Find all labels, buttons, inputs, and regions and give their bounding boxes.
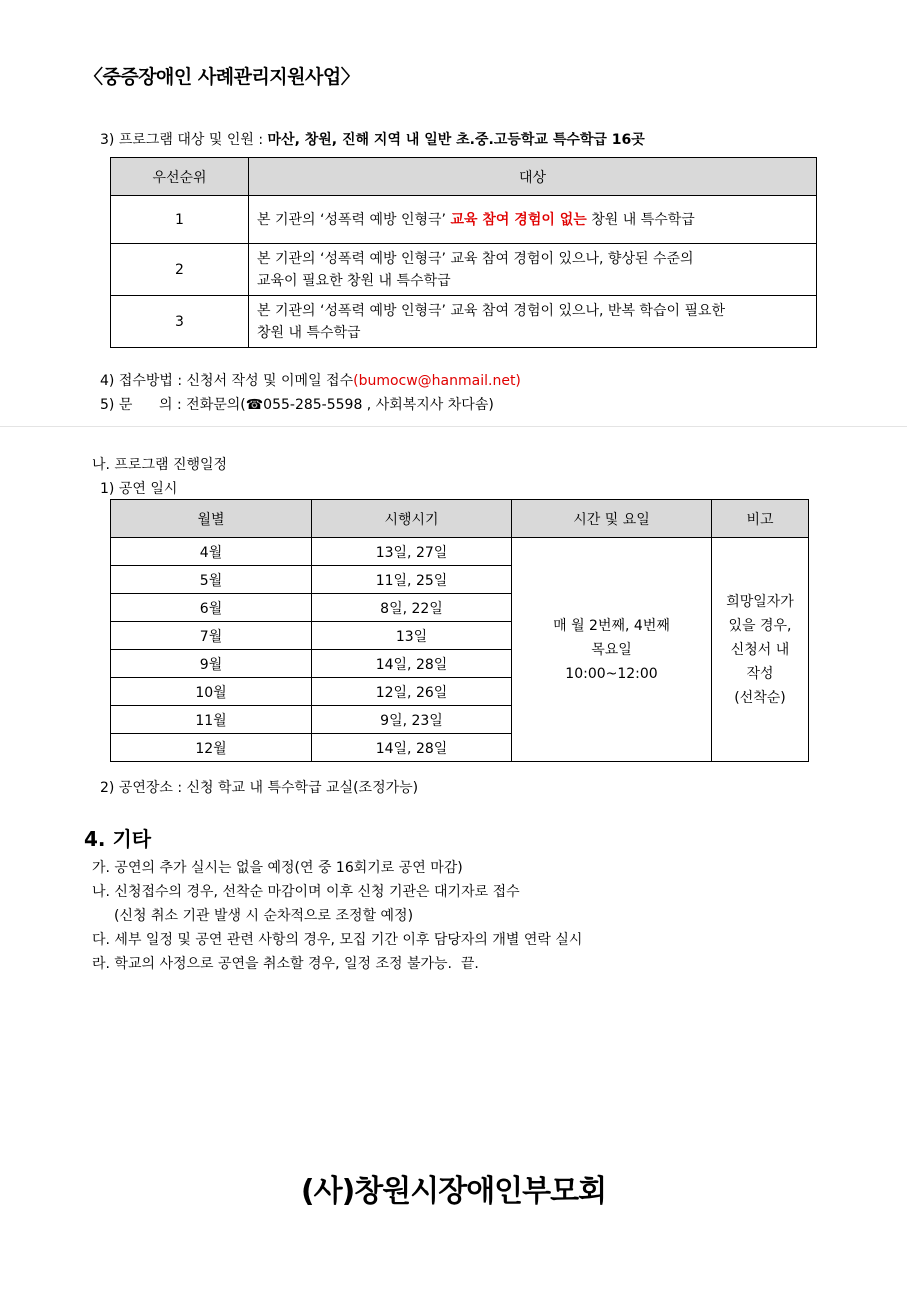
etc-item: 나. 신청접수의 경우, 선착순 마감이며 이후 신청 기관은 대기자로 접수 [92,884,520,900]
priority-rank: 2 [111,244,249,296]
table-header-cell: 시행시기 [312,500,512,538]
dates-cell: 13일 [312,622,512,650]
program-target-line [100,129,645,149]
priority-target [249,196,817,244]
dates-cell: 9일, 23일 [312,706,512,734]
priority-target [249,296,817,348]
month-cell: 9월 [111,650,312,678]
month-cell: 12월 [111,734,312,762]
header-title: 〈중증장애인 사례관리지원사업〉 [84,66,360,88]
table-header-cell: 월별 [111,500,312,538]
dates-cell: 12일, 26일 [312,678,512,706]
table-row [111,244,817,296]
section-title: 4. 기타 [84,827,152,851]
reception-text: 4) 접수방법 : 신청서 작성 및 이메일 접수 [100,373,354,389]
time-line: 매 월 2번째, 4번째 [553,617,670,634]
footer-organization: (사)창원시장애인부모회 [300,1174,607,1209]
table-header-cell: 대상 [249,158,817,196]
page-divider [0,426,907,427]
month-cell: 5월 [111,566,312,594]
table-header-cell: 비고 [712,500,809,538]
month-cell: 7월 [111,622,312,650]
reception-line [100,370,521,390]
priority-target [249,244,817,296]
target-text: 창원 내 특수학급 [586,211,695,228]
note-line: 신청서 내 [730,641,790,658]
schedule-table [110,499,809,762]
performance-dates-heading: 1) 공연 일시 [100,481,178,497]
time-cell [512,538,712,762]
schedule-heading: 나. 프로그램 진행일정 [92,457,228,473]
target-line: 본 기관의 ‘성폭력 예방 인형극’ 교육 참여 경험이 있으나, 향상된 수준의 [257,250,694,267]
table-header-row [111,500,809,538]
month-cell: 6월 [111,594,312,622]
note-line: 있을 경우, [728,617,792,634]
dates-cell: 8일, 22일 [312,594,512,622]
target-highlight: 교육 참여 경험이 없는 [450,211,587,228]
priority-rank: 1 [111,196,249,244]
inquiry-line: 5) 문 의 : 전화문의(☎055-285-5598 , 사회복지사 차다솜) [100,397,494,413]
dates-cell: 14일, 28일 [312,734,512,762]
priority-table [110,157,817,348]
target-text: 본 기관의 ‘성폭력 예방 인형극’ [257,211,451,228]
etc-item: 라. 학교의 사정으로 공연을 취소할 경우, 일정 조정 불가능. 끝. [92,956,479,972]
target-line: 창원 내 특수학급 [257,324,361,341]
table-row [111,196,817,244]
time-line: 목요일 [591,641,632,658]
target-line: 교육이 필요한 창원 내 특수학급 [257,272,451,289]
note-line: 희망일자가 [726,593,794,610]
program-target-value: 마산, 창원, 진해 지역 내 일반 초.중.고등학교 특수학급 16곳 [267,132,645,148]
month-cell: 4월 [111,538,312,566]
note-cell [712,538,809,762]
dates-cell: 13일, 27일 [312,538,512,566]
time-line: 10:00~12:00 [565,665,658,682]
etc-item: 가. 공연의 추가 실시는 없을 예정(연 중 16회기로 공연 마감) [92,860,463,876]
program-target-label: 3) 프로그램 대상 및 인원 : [100,132,268,148]
table-header-row [111,158,817,196]
note-line: (선착순) [734,689,786,706]
month-cell: 10월 [111,678,312,706]
table-row [111,538,809,566]
table-header-cell: 우선순위 [111,158,249,196]
dates-cell: 14일, 28일 [312,650,512,678]
target-line: 본 기관의 ‘성폭력 예방 인형극’ 교육 참여 경험이 있으나, 반복 학습이 필요한 [257,302,726,319]
table-header-cell: 시간 및 요일 [512,500,712,538]
table-row [111,296,817,348]
reception-email[interactable]: (bumocw@hanmail.net) [353,373,521,389]
month-cell: 11월 [111,706,312,734]
priority-rank: 3 [111,296,249,348]
note-line: 작성 [746,665,774,682]
venue-line: 2) 공연장소 : 신청 학교 내 특수학급 교실(조정가능) [100,780,419,796]
etc-item: 다. 세부 일정 및 공연 관련 사항의 경우, 모집 기간 이후 담당자의 개별 연락 실시 [92,932,583,948]
dates-cell: 11일, 25일 [312,566,512,594]
etc-item-continued: (신청 취소 기관 발생 시 순차적으로 조정할 예정) [114,908,414,924]
